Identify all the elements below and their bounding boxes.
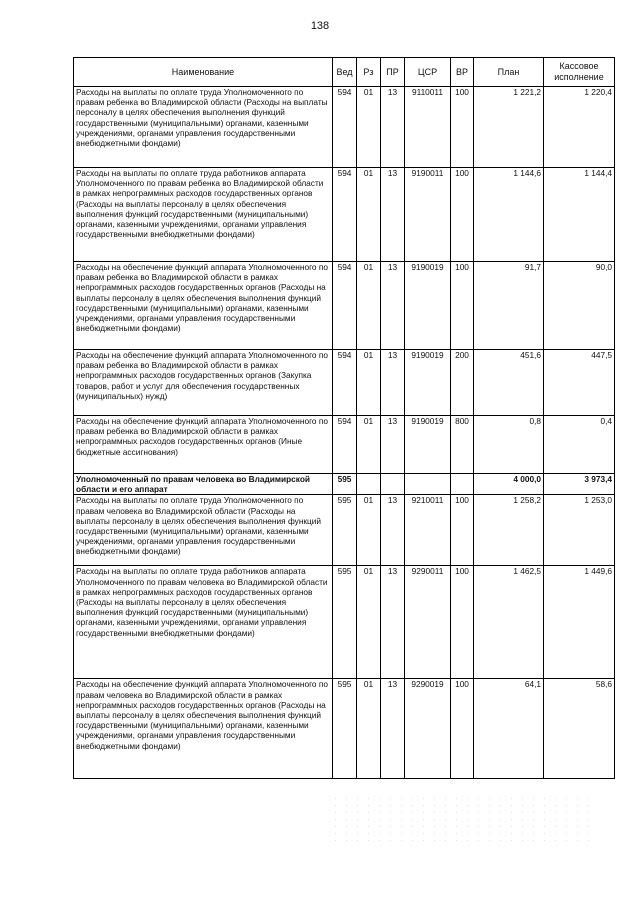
- cell-name: Расходы на выплаты по оплате труда работников аппарата Уполномоченного по правам ребенка во Владимирской области в рамках непрограммных расходов государственных органов (Расходы на выплаты персоналу в целях обеспечения выполнения функций государственными (муниципальными) органами, казенными учреждениями, органами управления государственными внебюджетными фондами): [74, 168, 333, 262]
- cell-ved: 595: [333, 474, 357, 495]
- cell-pr: 13: [381, 416, 405, 474]
- header-cash: Кассовое исполнение: [544, 58, 615, 87]
- cell-name: Расходы на обеспечение функций аппарата Уполномоченного по правам человека во Владимирской области в рамках непрограммных расходов государственных органов (Расходы на выплаты персоналу в целях обеспечения выполнения функций государственными (муниципальными) органами, казенными учреждениями, органами управления государственными внебюджетными фондами): [74, 679, 333, 779]
- cell-csr: 9190019: [405, 262, 451, 350]
- cell-csr: 9110011: [405, 87, 451, 168]
- cell-cash: 1 144,4: [544, 168, 615, 262]
- header-plan: План: [474, 58, 544, 87]
- cell-rz: 01: [357, 566, 381, 679]
- cell-cash: 1 220,4: [544, 87, 615, 168]
- cell-vr: 100: [451, 168, 474, 262]
- table-row: [74, 262, 615, 350]
- cell-cash: 447,5: [544, 350, 615, 416]
- cell-csr: 9210011: [405, 495, 451, 566]
- cell-pr: 13: [381, 495, 405, 566]
- cell-cash: 3 973,4: [544, 474, 615, 495]
- cell-vr: 100: [451, 495, 474, 566]
- cell-ved: 595: [333, 495, 357, 566]
- scan-noise: [330, 795, 590, 845]
- cell-csr: [405, 474, 451, 495]
- cell-name: Расходы на обеспечение функций аппарата Уполномоченного по правам ребенка во Владимирской области в рамках непрограммных расходов государственных органов (Закупка товаров, работ и услуг для обеспечения государственных (муниципальных) нужд): [74, 350, 333, 416]
- cell-vr: 200: [451, 350, 474, 416]
- table-row: [74, 474, 615, 495]
- cell-cash: 1 449,6: [544, 566, 615, 679]
- cell-pr: 13: [381, 679, 405, 779]
- header-vr: ВР: [451, 58, 474, 87]
- table-row: [74, 679, 615, 779]
- cell-plan: 64,1: [474, 679, 544, 779]
- cell-vr: 100: [451, 679, 474, 779]
- cell-ved: 594: [333, 416, 357, 474]
- cell-vr: 100: [451, 87, 474, 168]
- table-row: [74, 416, 615, 474]
- cell-name: Расходы на выплаты по оплате труда Уполномоченного по правам ребенка во Владимирской области (Расходы на выплаты персоналу в целях обеспечения выполнения функций государственными (муниципальными) органами, казенными учреждениями, органами управления государственными внебюджетными фондами): [74, 87, 333, 168]
- cell-cash: 90,0: [544, 262, 615, 350]
- cell-name: Расходы на выплаты по оплате труда работников аппарата Уполномоченного по правам человека во Владимирской области в рамках непрограммных расходов государственных органов (Расходы на выплаты персоналу в целях обеспечения выполнения функций государственными (муниципальными) органами, казенными учреждениями, органами управления государственными внебюджетными фондами): [74, 566, 333, 679]
- cell-name: Расходы на выплаты по оплате труда Уполномоченного по правам человека во Владимирской области (Расходы на выплаты персоналу в целях обеспечения выполнения функций государственными (муниципальными) органами, казенными учреждениями, органами управления государственными внебюджетными фондами): [74, 495, 333, 566]
- cell-rz: 01: [357, 679, 381, 779]
- cell-ved: 594: [333, 262, 357, 350]
- cell-name: Расходы на обеспечение функций аппарата Уполномоченного по правам ребенка во Владимирской области в рамках непрограммных расходов государственных органов (Расходы на выплаты персоналу в целях обеспечения выполнения функций государственными (муниципальными) органами, казенными учреждениями, органами управления государственными внебюджетными фондами): [74, 262, 333, 350]
- cell-ved: 595: [333, 566, 357, 679]
- cell-cash: 0,4: [544, 416, 615, 474]
- table-row: [74, 87, 615, 168]
- cell-csr: 9190019: [405, 350, 451, 416]
- cell-cash: 58,6: [544, 679, 615, 779]
- cell-pr: 13: [381, 87, 405, 168]
- cell-ved: 594: [333, 168, 357, 262]
- cell-name: Расходы на обеспечение функций аппарата Уполномоченного по правам ребенка во Владимирской области в рамках непрограммных расходов государственных органов (Иные бюджетные ассигнования): [74, 416, 333, 474]
- cell-rz: 01: [357, 416, 381, 474]
- cell-rz: 01: [357, 168, 381, 262]
- cell-pr: [381, 474, 405, 495]
- cell-plan: 91,7: [474, 262, 544, 350]
- table-header-row: [74, 58, 615, 87]
- table-row: [74, 495, 615, 566]
- budget-table: [73, 57, 615, 779]
- cell-rz: 01: [357, 350, 381, 416]
- cell-plan: 4 000,0: [474, 474, 544, 495]
- cell-pr: 13: [381, 566, 405, 679]
- header-rz: Рз: [357, 58, 381, 87]
- cell-vr: [451, 474, 474, 495]
- cell-pr: 13: [381, 168, 405, 262]
- cell-ved: 594: [333, 350, 357, 416]
- cell-vr: 100: [451, 262, 474, 350]
- cell-plan: 1 258,2: [474, 495, 544, 566]
- cell-csr: 9290011: [405, 566, 451, 679]
- cell-ved: 595: [333, 679, 357, 779]
- cell-ved: 594: [333, 87, 357, 168]
- cell-plan: 451,6: [474, 350, 544, 416]
- cell-rz: 01: [357, 495, 381, 566]
- cell-pr: 13: [381, 262, 405, 350]
- cell-cash: 1 253,0: [544, 495, 615, 566]
- table-row: [74, 566, 615, 679]
- cell-pr: 13: [381, 350, 405, 416]
- cell-vr: 800: [451, 416, 474, 474]
- cell-rz: [357, 474, 381, 495]
- cell-csr: 9290019: [405, 679, 451, 779]
- cell-plan: 1 144,6: [474, 168, 544, 262]
- cell-csr: 9190019: [405, 416, 451, 474]
- table-body: [74, 87, 615, 779]
- header-csr: ЦСР: [405, 58, 451, 87]
- cell-rz: 01: [357, 87, 381, 168]
- page-number: 138: [310, 20, 330, 32]
- cell-vr: 100: [451, 566, 474, 679]
- cell-plan: 0,8: [474, 416, 544, 474]
- table-row: [74, 350, 615, 416]
- header-ved: Вед: [333, 58, 357, 87]
- cell-rz: 01: [357, 262, 381, 350]
- header-pr: ПР: [381, 58, 405, 87]
- table-row: [74, 168, 615, 262]
- header-name: Наименование: [74, 58, 333, 87]
- cell-plan: 1 221,2: [474, 87, 544, 168]
- cell-csr: 9190011: [405, 168, 451, 262]
- cell-plan: 1 462,5: [474, 566, 544, 679]
- cell-name: Уполномоченный по правам человека во Владимирской области и его аппарат: [74, 474, 333, 495]
